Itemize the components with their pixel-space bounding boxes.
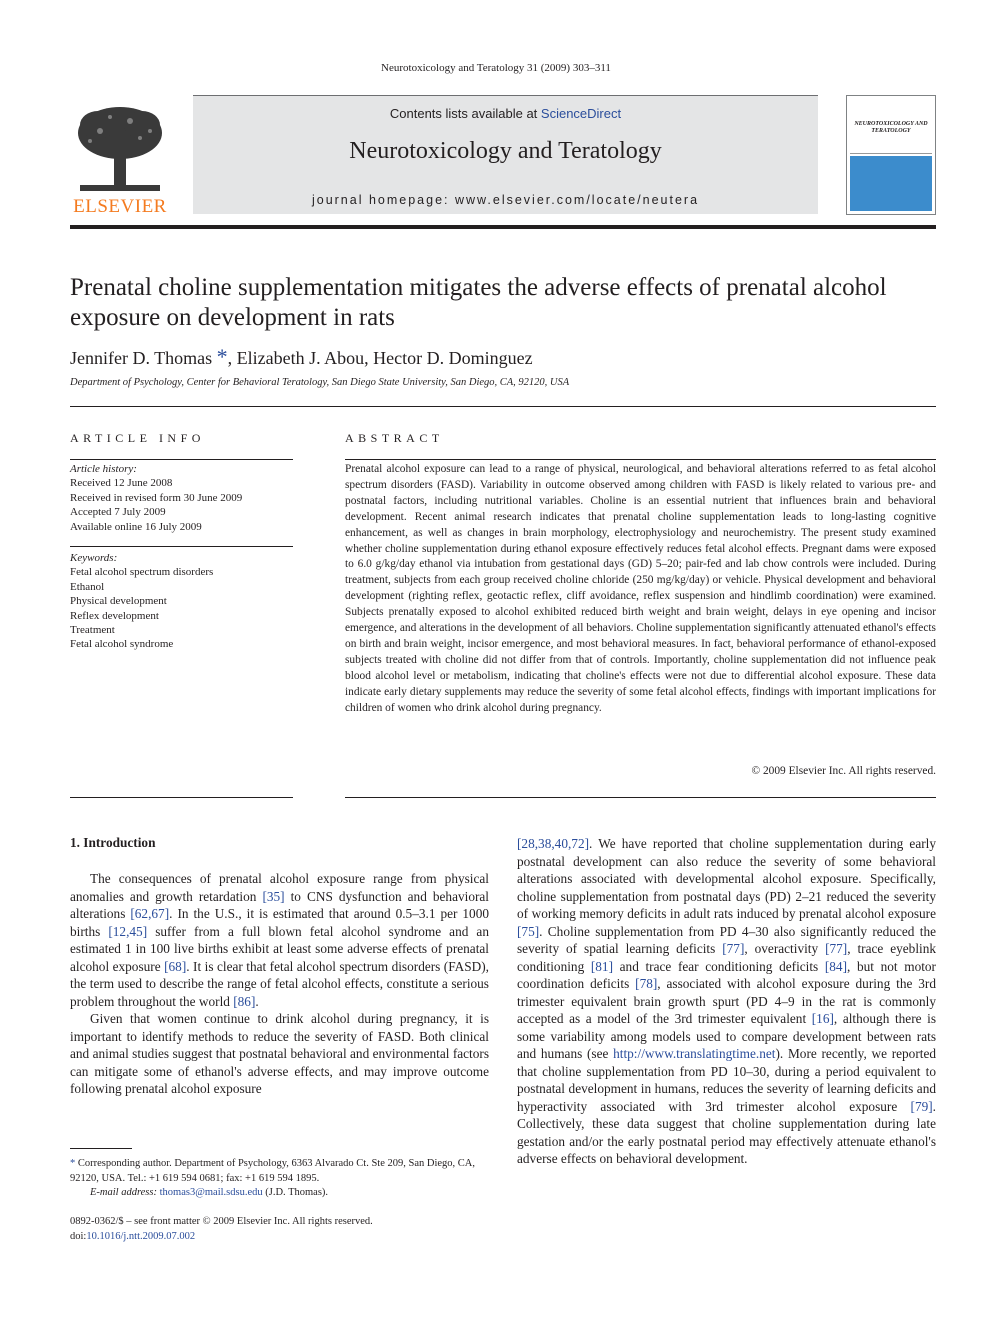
abstract-heading: ABSTRACT — [345, 431, 444, 445]
history-item: Available online 16 July 2009 — [70, 520, 202, 533]
citation-link[interactable]: [16] — [811, 1011, 834, 1026]
footnote-text-line — [70, 1157, 490, 1186]
publisher-name: ELSEVIER — [73, 196, 167, 217]
text-run: . Choline supplementation from PD 4–30 also significantly reduced the severity of spatial learning deficits — [517, 923, 936, 956]
keyword: Physical development — [70, 595, 167, 608]
body-right-column — [517, 835, 936, 1168]
text-run: . — [255, 993, 259, 1009]
body-left-column — [70, 870, 489, 1098]
email-label: E-mail address: — [90, 1187, 160, 1198]
abstract-text: Prenatal alcohol exposure can lead to a range of physical, neurological, and behavioral alterations referred to as fetal alcohol spectrum disorders (FASD). Variability in outcome observed among children with FASD is likely related to various pre- and postnatal factors, including nutritional variables. Choline is an essential nutrient that influences brain and behavioral development. Recent animal research indicates that prenatal choline supplementation leads to long-lasting cognitive enhancement, as well as changes in brain morphology, electrophysiology and neurochemistry. The present study examined whether choline supplementation during ethanol exposure effectively reduces fetal alcohol effects. Pregnant dams were exposed to 6.0 g/kg/day ethanol via intubation from gestational days (GD) 5–20; pair-fed and lab chow controls were included. During treatment, subjects from each group received choline chloride (250 mg/kg/day) or vehicle. Physical development and behavioral development (righting reflex, geotactic reflex, cliff avoidance, reflex suspension and hindlimb coordination) were examined. Subjects prenatally exposed to alcohol exhibited reduced birth weight and brain weight, delays in eye opening and incisor emergence, and alterations in the development of all behaviors. Choline supplementation significantly attenuated ethanol's effects on birth and brain weight, incisor emergence, and most behavioral measures. In fact, behavioral performance of ethanol-exposed subjects treated with choline did not differ from that of controls. Importantly, choline supplementation did not influence peak blood alcohol level or metabolism, indicating that choline's effects were not due to differential alcohol exposure. These data indicate early dietary supplements may reduce the severity of some fetal alcohol effects, findings with important implications for children of women who drink alcohol during pregnancy. — [345, 463, 936, 714]
footnote-rule — [70, 1148, 132, 1149]
footnote-text: Corresponding author. Department of Psychology, 6363 Alvarado Ct. Ste 209, San Diego, CA, 92120, USA. Tel.: +1 619 594 0681; fax: +1 619 594 1895. — [70, 1158, 475, 1184]
doi-label: doi: — [70, 1231, 87, 1242]
journal-title: Neurotoxicology and Teratology — [349, 138, 662, 164]
citation-link[interactable]: [68] — [164, 958, 187, 974]
other-authors: , Elizabeth J. Abou, Hector D. Dominguez — [227, 348, 533, 368]
citation-link[interactable]: [62,67] — [130, 906, 170, 921]
keyword: Fetal alcohol spectrum disorders — [70, 566, 214, 579]
citation-link[interactable]: [35] — [262, 888, 285, 904]
history-label: Article history: — [70, 463, 137, 475]
corresponding-author-mark[interactable]: * — [216, 344, 228, 369]
keywords-rule — [70, 546, 293, 547]
text-run: , associated with alcohol exposure during the 3rd trimester equivalent brain growth spurt (PD 4–9 in the rat is commonly accepted as a model of the 3rd trimester equivalent — [517, 976, 936, 1026]
text-run: ). More recently, we reported that choline supplementation from PD 10–30, during a period equivalent to postnatal development in humans, reduces the severity of learning deficits and hyperactivity associated with 3rd trimester alcohol exposure — [517, 1046, 936, 1114]
text-run: . In the U.S., it is estimated that around 0.5–3.1 per 1000 births — [70, 906, 489, 939]
history-item: Accepted 7 July 2009 — [70, 506, 166, 519]
intro-paragraph-1 — [70, 870, 489, 1010]
keyword: Ethanol — [70, 580, 105, 593]
author-list — [70, 344, 533, 370]
citation-link[interactable]: [86] — [233, 993, 256, 1009]
header-rule — [70, 225, 936, 229]
text-run: suffer from a full blown fetal alcohol syndrome and an estimated 1 in 100 live births exhibit at least some adverse effects of prenatal alcohol exposure — [70, 923, 489, 974]
text-run: and trace fear conditioning deficits — [613, 958, 825, 974]
intro-paragraph-2-continued — [517, 835, 936, 1168]
text-run: , trace eyeblink conditioning — [517, 941, 937, 974]
text-run: . It is clear that fetal alcohol spectrum disorders (FASD), the term used to describe the range of fetal alcohol effects, constitute a serious problem throughout the world — [70, 958, 489, 1009]
affiliation: Department of Psychology, Center for Behavioral Teratology, San Diego State University, San Diego, CA, 92120, USA — [70, 377, 570, 388]
running-head: Neurotoxicology and Teratology 31 (2009) 303–311 — [381, 62, 611, 74]
article-title: Prenatal choline supplementation mitigates the adverse effects of prenatal alcohol exposure on development in rats — [70, 274, 887, 331]
citation-link[interactable]: [75] — [517, 923, 540, 939]
history-item: Received in revised form 30 June 2009 — [70, 491, 243, 504]
text-run: . Collectively, these data suggest that choline supplementation during late gestation and/or the early postnatal period may effectively attenuate ethanol's adverse effects on behavioral development. — [517, 1098, 936, 1166]
journal-homepage — [193, 193, 818, 207]
homepage-url[interactable]: www.elsevier.com/locate/neutera — [455, 193, 700, 207]
email-link[interactable]: thomas3@mail.sdsu.edu — [159, 1187, 263, 1198]
journal-cover-thumbnail — [846, 95, 936, 215]
corresponding-author-footnote — [70, 1157, 490, 1201]
text-run: , although there is some variability among models used to compare development between rats and humans (see — [517, 1011, 936, 1061]
text-run: The consequences of prenatal alcohol exposure range from physical anomalies and growth retardation — [70, 871, 489, 904]
homepage-prefix: journal homepage: — [311, 193, 455, 207]
sciencedirect-link[interactable]: ScienceDirect — [540, 106, 622, 121]
text-run: to CNS dysfunction and behavioral alterations — [70, 888, 489, 921]
text-run: . We have reported that choline supplementation during early postnatal development can also reduce the severity of some behavioral alterations associated with developmental alcohol exposure. Specifically, choline supplementation from postnatal days (PD) 2–21 reduced the severity of working memory deficits in adult rats induced by prenatal alcohol exposure — [517, 836, 936, 921]
author-1: Jennifer D. Thomas — [70, 348, 213, 368]
email-suffix: (J.D. Thomas). — [262, 1187, 329, 1198]
keywords-label: Keywords: — [70, 552, 118, 564]
title-rule — [70, 406, 936, 407]
contents-prefix: Contents lists available at — [389, 106, 541, 121]
keyword: Fetal alcohol syndrome — [70, 638, 174, 651]
front-matter-meta — [70, 1214, 373, 1244]
abstract-bottom-rule — [345, 797, 936, 798]
keywords — [70, 551, 293, 652]
citation-link[interactable]: [81] — [590, 958, 614, 974]
citation-link[interactable]: [12,45] — [108, 923, 148, 939]
history-item: Received 12 June 2008 — [70, 477, 173, 490]
citation-link[interactable]: [77] — [722, 941, 745, 956]
citation-link[interactable]: [84] — [824, 958, 848, 974]
doi-link[interactable]: 10.1016/j.ntt.2009.07.002 — [86, 1231, 196, 1242]
external-url-link[interactable]: http://www.translatingtime.net — [613, 1046, 776, 1061]
text-run: , overactivity — [744, 941, 826, 956]
citation-link[interactable]: [79] — [910, 1098, 933, 1114]
issn-line: 0892-0362/$ – see front matter © 2009 Elsevier Inc. All rights reserved. — [70, 1216, 373, 1227]
journal-banner — [193, 95, 818, 214]
footnote-star: * — [70, 1158, 76, 1169]
article-history — [70, 462, 293, 534]
article-info-bottom-rule — [70, 797, 293, 798]
keyword: Treatment — [70, 624, 115, 637]
article-info-heading: ARTICLE INFO — [70, 431, 205, 445]
abstract-copyright: © 2009 Elsevier Inc. All rights reserved. — [751, 765, 936, 777]
footnote-email-line — [70, 1186, 490, 1201]
text-run: , but not motor coordination deficits — [517, 958, 936, 991]
citation-link[interactable]: [77] — [825, 941, 848, 956]
keyword: Reflex development — [70, 609, 159, 622]
citation-link[interactable]: [28,38,40,72] — [517, 836, 590, 851]
contents-line — [193, 106, 818, 121]
section-heading-introduction: 1. Introduction — [70, 835, 156, 850]
doi-line — [70, 1229, 373, 1244]
cover-image — [850, 156, 932, 211]
cover-title: NEUROTOXICOLOGY AND TERATOLOGY — [854, 121, 928, 134]
article-info-rule — [70, 459, 293, 460]
citation-link[interactable]: [78] — [635, 976, 658, 991]
intro-paragraph-2: Given that women continue to drink alcohol during pregnancy, it is important to identify methods to reduce the severity of FASD. Both clinical and animal studies suggest that postnatal behavioral and environmental factors can mitigate some of ethanol's adverse effects, and may improve outcome following prenatal alcohol exposure — [70, 1011, 489, 1096]
abstract-rule — [345, 459, 936, 460]
